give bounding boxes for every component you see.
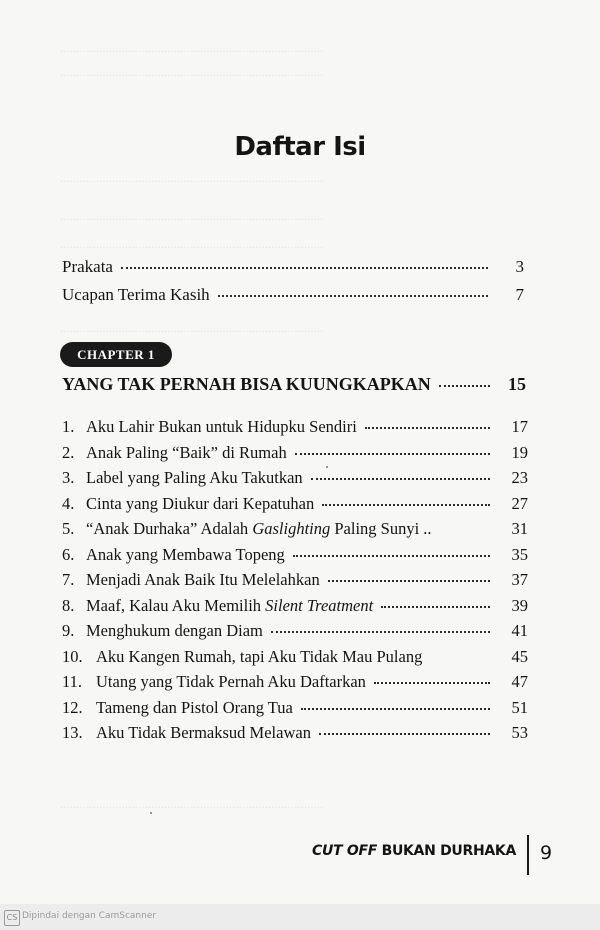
- toc-item-title-part: Menghukum dengan Diam: [86, 621, 263, 640]
- toc-item-text: [62, 698, 293, 718]
- toc-item[interactable]: [62, 494, 528, 514]
- toc-item-title-part: Utang yang Tidak Pernah Aku Daftarkan: [96, 672, 366, 691]
- page-title: Daftar Isi: [234, 132, 366, 162]
- toc-item-title-part: Anak Paling “Baik” di Rumah: [86, 442, 287, 462]
- camscanner-watermark: Dipindai dengan CamScanner: [22, 911, 157, 921]
- toc-item-text: [62, 468, 303, 488]
- toc-entry-label: Prakata: [62, 257, 113, 276]
- toc-item-title-part: Gaslighting: [252, 519, 331, 538]
- toc-item-title-part: Menjadi Anak Baik Itu Melelahkan: [86, 570, 320, 589]
- scan-speck: [150, 812, 152, 814]
- toc-item-number: 3.: [62, 468, 75, 487]
- toc-item[interactable]: [62, 417, 528, 437]
- toc-item-page: 41: [511, 621, 528, 640]
- toc-item-text: [62, 443, 287, 463]
- footer-title-rest: BUKAN DURHAKA: [377, 843, 516, 859]
- toc-item-text: [62, 672, 366, 692]
- toc-item-number: 10.: [62, 646, 83, 666]
- toc-item[interactable]: [62, 723, 528, 743]
- bleed-through-text: .................................................................................: [60, 40, 324, 55]
- dot-leader: [374, 682, 490, 684]
- dot-leader: [295, 453, 490, 455]
- toc-item-text: [62, 723, 311, 743]
- toc-entry-prakata[interactable]: [62, 257, 524, 277]
- camscanner-logo-icon: CS: [4, 910, 20, 926]
- bleed-through-text: .................................................................................: [60, 170, 324, 185]
- scan-speck: [326, 466, 328, 468]
- toc-item-title-part: Aku Lahir Bukan untuk Hidupku Sendiri: [86, 417, 357, 436]
- toc-item-title-part: “Anak Durhaka” Adalah: [86, 519, 253, 538]
- toc-item-number: 13.: [62, 723, 83, 742]
- bleed-through-text: .................................................................................: [60, 64, 324, 79]
- toc-item-title-part: Silent Treatment: [265, 595, 374, 615]
- toc-item-page: 47: [511, 672, 528, 691]
- toc-item-page: 17: [511, 417, 528, 436]
- toc-item-number: 1.: [62, 417, 75, 436]
- toc-item-title-part: Label yang Paling Aku Takutkan: [86, 468, 303, 487]
- footer-divider: [527, 835, 529, 875]
- toc-item[interactable]: [62, 698, 528, 718]
- toc-item-number: 11.: [62, 672, 83, 691]
- chapter-title: YANG TAK PERNAH BISA KUUNGKAPKAN: [62, 374, 431, 394]
- dot-leader: [293, 555, 490, 557]
- bleed-through-text: .................................................................................: [60, 208, 324, 223]
- footer-title-italic: CUT OFF: [312, 843, 377, 859]
- toc-item[interactable]: [62, 468, 528, 488]
- toc-item-page: 37: [511, 570, 528, 589]
- toc-item[interactable]: [62, 570, 528, 590]
- toc-item[interactable]: [62, 443, 528, 463]
- dot-leader: [381, 606, 490, 608]
- dot-leader: [322, 504, 490, 506]
- toc-entry-page: 3: [515, 257, 524, 276]
- toc-item-title-part: Tameng dan Pistol Orang Tua: [96, 697, 293, 717]
- toc-item[interactable]: [62, 596, 528, 616]
- toc-item-number: 7.: [62, 570, 75, 589]
- toc-item-page: 35: [511, 544, 528, 564]
- toc-item-title-part: Aku Tidak Bermaksud Melawan: [96, 723, 311, 742]
- chapter-title-entry[interactable]: [62, 374, 526, 395]
- toc-item-title-part: Cinta yang Diukur dari Kepatuhan: [86, 493, 315, 513]
- toc-item-page: 19: [511, 442, 528, 462]
- toc-item[interactable]: [62, 647, 528, 667]
- toc-item-text: [62, 596, 373, 616]
- bleed-through-text: .................................................................................: [60, 796, 324, 811]
- toc-entry-page: 7: [515, 285, 524, 304]
- page-number: 9: [540, 842, 553, 864]
- bleed-through-text: .................................................................................: [60, 236, 324, 251]
- dot-leader: [365, 427, 490, 429]
- toc-item-page: 53: [511, 723, 528, 742]
- dot-leader: [301, 708, 490, 710]
- toc-item-page: 23: [511, 468, 528, 487]
- toc-item-text: [62, 621, 263, 641]
- toc-item-title-part: Anak yang Membawa Topeng: [86, 544, 285, 564]
- toc-item[interactable]: [62, 672, 528, 692]
- toc-item[interactable]: [62, 545, 528, 565]
- toc-item-page: 27: [511, 493, 528, 513]
- toc-item-number: 9.: [62, 621, 75, 640]
- dot-leader: [218, 295, 488, 297]
- toc-item-page: 45: [511, 646, 528, 666]
- toc-item-title-part: Paling Sunyi ..: [330, 519, 432, 538]
- chapter-page: 15: [508, 374, 526, 394]
- toc-item-title-part: Maaf, Kalau Aku Memilih: [86, 595, 266, 615]
- toc-entry-label: Ucapan Terima Kasih: [62, 285, 210, 304]
- toc-item-page: 51: [511, 697, 528, 717]
- dot-leader: [271, 631, 490, 633]
- dot-leader: [311, 478, 490, 480]
- dot-leader: [121, 267, 488, 269]
- dot-leader: [328, 580, 490, 582]
- toc-item-text: [62, 519, 432, 539]
- toc-item-text: [62, 545, 285, 565]
- dot-leader: [319, 733, 490, 735]
- chapter-badge: CHAPTER 1: [60, 342, 172, 367]
- toc-item-number: 12.: [62, 697, 83, 717]
- toc-item[interactable]: [62, 519, 528, 539]
- toc-item-text: [62, 570, 320, 590]
- toc-item-text: [62, 494, 314, 514]
- toc-entry-ucapan[interactable]: [62, 285, 524, 305]
- toc-item-number: 6.: [62, 544, 75, 564]
- toc-item-number: 5.: [62, 519, 75, 538]
- toc-item-number: 2.: [62, 442, 75, 462]
- toc-item-page: 31: [511, 519, 528, 538]
- toc-item[interactable]: [62, 621, 528, 641]
- toc-item-page: 39: [511, 595, 528, 615]
- toc-item-number: 4.: [62, 493, 75, 513]
- toc-item-text: [62, 647, 422, 667]
- running-footer-title: [312, 843, 516, 859]
- toc-item-title-part: Aku Kangen Rumah, tapi Aku Tidak Mau Pulang: [96, 646, 423, 666]
- toc-item-number: 8.: [62, 595, 75, 615]
- bleed-through-text: .................................................................................: [60, 320, 324, 335]
- toc-item-text: [62, 417, 357, 437]
- dot-leader: [439, 385, 490, 387]
